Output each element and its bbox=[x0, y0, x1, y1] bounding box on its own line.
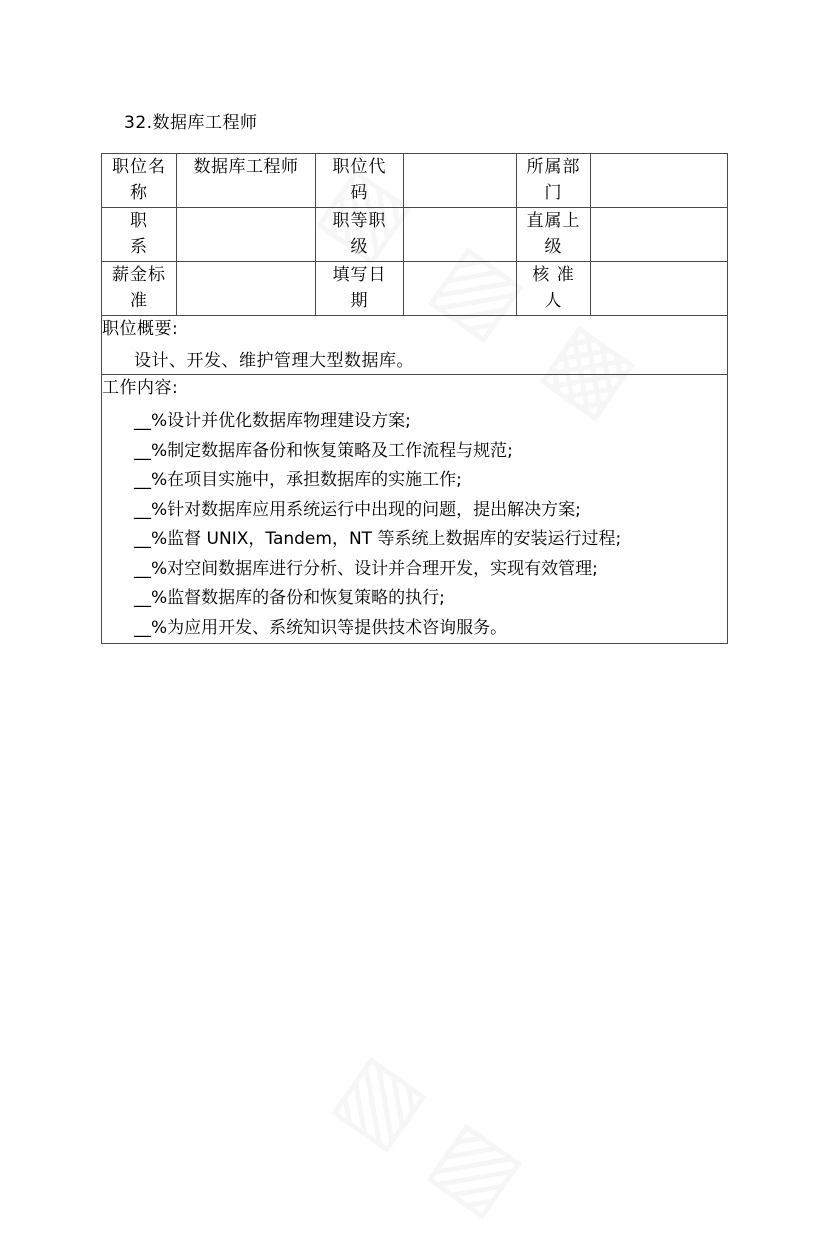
duty-item: __%监督 UNIX，Tandem，NT 等系统上数据库的安装运行过程; bbox=[134, 529, 622, 549]
label-position-code: 职位代 码 bbox=[316, 154, 404, 208]
info-row-3 bbox=[102, 262, 728, 316]
label-supervisor: 直属上 级 bbox=[517, 208, 591, 262]
duty-item: __%监督数据库的备份和恢复策略的执行; bbox=[134, 588, 445, 608]
value-supervisor bbox=[591, 208, 728, 262]
label-grade: 职等职 级 bbox=[316, 208, 404, 262]
overview-heading: 职位概要: bbox=[102, 319, 179, 339]
duties-list bbox=[102, 407, 727, 643]
value-fill-date bbox=[404, 262, 517, 316]
page-title: 32.数据库工程师 bbox=[124, 113, 258, 133]
overview-cell bbox=[102, 316, 728, 375]
duties-heading: 工作内容: bbox=[102, 378, 179, 398]
duty-item: __%设计并优化数据库物理建设方案; bbox=[134, 411, 411, 431]
label-position-name: 职位名 称 bbox=[102, 154, 177, 208]
duty-item: __%对空间数据库进行分析、设计并合理开发，实现有效管理; bbox=[134, 558, 598, 579]
duty-item: __%制定数据库备份和恢复策略及工作流程与规范; bbox=[134, 440, 513, 461]
label-fill-date: 填写日 期 bbox=[316, 262, 404, 316]
overview-text: 设计、开发、维护管理大型数据库。 bbox=[134, 351, 414, 371]
label-job-family: 职 系 bbox=[102, 208, 177, 262]
duties-cell bbox=[102, 375, 728, 644]
value-position-code bbox=[404, 154, 517, 208]
duties-row bbox=[102, 375, 728, 644]
watermark-graphic-bottom bbox=[318, 1032, 543, 1233]
value-salary-standard bbox=[177, 262, 316, 316]
label-approver: 核 准 人 bbox=[517, 262, 591, 316]
label-salary-standard: 薪金标 准 bbox=[102, 262, 177, 316]
duty-item: __%为应用开发、系统知识等提供技术咨询服务。 bbox=[134, 617, 508, 638]
job-description-table bbox=[101, 153, 728, 644]
duty-item: __%针对数据库应用系统运行中出现的问题，提出解决方案; bbox=[134, 499, 581, 520]
value-grade bbox=[404, 208, 517, 262]
info-row-2 bbox=[102, 208, 728, 262]
duty-item: __%在项目实施中，承担数据库的实施工作; bbox=[134, 470, 462, 490]
value-job-family bbox=[177, 208, 316, 262]
overview-row bbox=[102, 316, 728, 375]
value-approver bbox=[591, 262, 728, 316]
value-department bbox=[591, 154, 728, 208]
info-row-1 bbox=[102, 154, 728, 208]
label-department: 所属部 门 bbox=[517, 154, 591, 208]
value-position-name: 数据库工程师 bbox=[177, 154, 316, 208]
